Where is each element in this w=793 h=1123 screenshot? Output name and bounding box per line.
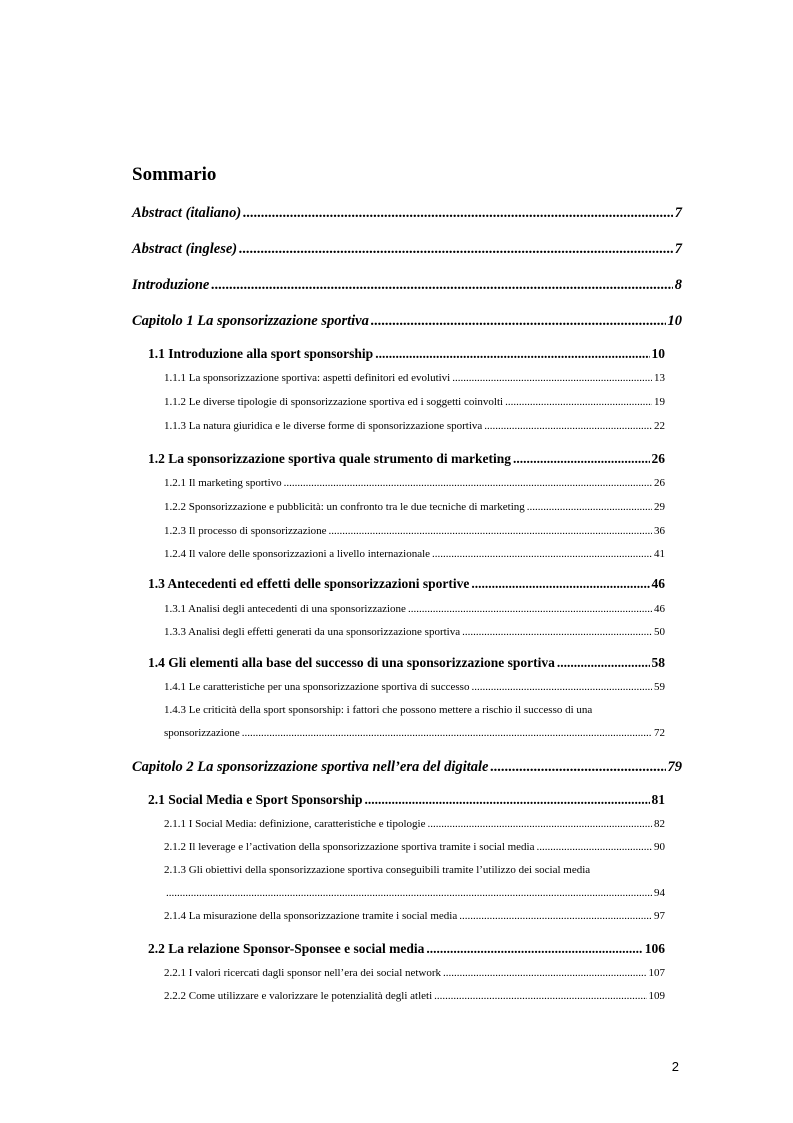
dot-leader xyxy=(284,477,652,489)
toc-entry-page: 107 xyxy=(648,967,665,979)
toc-entry[interactable] xyxy=(164,501,665,513)
dot-leader xyxy=(375,346,649,362)
dot-leader xyxy=(432,548,652,560)
dot-leader xyxy=(329,525,652,537)
toc-entry[interactable] xyxy=(148,346,665,362)
page-number: 2 xyxy=(671,1059,679,1074)
toc-entry-label: 1.2.4 Il valore delle sponsorizzazioni a livello internazionale xyxy=(164,548,431,560)
toc-entry[interactable] xyxy=(148,941,665,957)
toc-entry-label: 1.1 Introduzione alla sport sponsorship xyxy=(148,346,374,361)
toc-entry[interactable] xyxy=(132,313,682,330)
toc-entry-page: 26 xyxy=(654,477,665,489)
dot-leader xyxy=(427,818,652,830)
toc-entry-page: 46 xyxy=(654,603,665,615)
toc-entry-page: 8 xyxy=(674,277,682,293)
toc-entry[interactable] xyxy=(164,396,665,408)
toc-entry-page: 7 xyxy=(674,205,682,221)
toc-entry-page: 29 xyxy=(654,501,665,513)
toc-entry-page: 10 xyxy=(651,346,665,361)
dot-leader xyxy=(211,277,672,294)
toc-entry-page: 97 xyxy=(654,910,665,922)
toc-entry-label: Capitolo 1 La sponsorizzazione sportiva xyxy=(132,313,369,329)
dot-leader xyxy=(452,372,652,384)
toc-entry[interactable] xyxy=(148,576,665,592)
toc-entry-label: sponsorizzazione xyxy=(164,727,240,739)
toc-entry-page: 7 xyxy=(674,241,682,257)
toc-entry-page: 109 xyxy=(648,990,665,1002)
toc-entry[interactable] xyxy=(132,241,682,258)
toc-entry-label: 1.3 Antecedenti ed effetti delle sponsorizzazioni sportive xyxy=(148,576,470,591)
toc-entry[interactable] xyxy=(164,841,665,853)
toc-entry-page: 59 xyxy=(654,681,665,693)
dot-leader xyxy=(557,655,650,671)
dot-leader xyxy=(371,313,666,330)
toc-entry-label: 1.2.1 Il marketing sportivo xyxy=(164,477,282,489)
toc-entry-label: 1.4 Gli elementi alla base del successo di una sponsorizzazione sportiva xyxy=(148,655,555,670)
toc-entry-page: 82 xyxy=(654,818,665,830)
toc-entry-label: 2.1.4 La misurazione della sponsorizzazione tramite i social media xyxy=(164,910,458,922)
toc-entry-page: 41 xyxy=(654,548,665,560)
toc-entry-page: 94 xyxy=(654,887,665,899)
toc-entry-label: 2.1 Social Media e Sport Sponsorship xyxy=(148,792,363,807)
toc-entry-page: 50 xyxy=(654,626,665,638)
toc-entry-page: 26 xyxy=(651,451,665,466)
toc-entry-page: 79 xyxy=(667,759,682,775)
dot-leader xyxy=(166,887,652,899)
toc-entry-label: 1.1.3 La natura giuridica e le diverse forme di sponsorizzazione sportiva xyxy=(164,420,483,432)
dot-leader xyxy=(490,759,665,776)
toc-entry-label: 1.4.1 Le caratteristiche per una sponsorizzazione sportiva di successo xyxy=(164,681,470,693)
toc-entry[interactable] xyxy=(132,277,682,294)
toc-entry-label: 1.1.1 La sponsorizzazione sportiva: aspetti definitori ed evolutivi xyxy=(164,372,451,384)
dot-leader xyxy=(239,241,673,258)
toc-entry[interactable] xyxy=(164,681,665,693)
toc-entry[interactable] xyxy=(164,818,665,830)
toc-entry-label: 1.1.2 Le diverse tipologie di sponsorizzazione sportiva ed i soggetti coinvolti xyxy=(164,396,504,408)
dot-leader xyxy=(242,727,652,739)
toc-entry[interactable] xyxy=(164,372,665,384)
dot-leader xyxy=(462,626,652,638)
dot-leader xyxy=(408,603,652,615)
toc-entry[interactable] xyxy=(164,990,665,1002)
toc-entry-page: 36 xyxy=(654,525,665,537)
toc-entry-label: Abstract (italiano) xyxy=(132,205,242,221)
dot-leader xyxy=(434,990,646,1002)
toc-entry[interactable] xyxy=(164,910,665,922)
dot-leader xyxy=(459,910,652,922)
toc-entry-page: 13 xyxy=(654,372,665,384)
toc-entry[interactable] xyxy=(164,626,665,638)
toc-entry[interactable] xyxy=(132,205,682,222)
toc-entry-page: 19 xyxy=(654,396,665,408)
toc-entry-label: Abstract (inglese) xyxy=(132,241,238,257)
toc-entry-label-line1[interactable]: 1.4.3 Le criticità della sport sponsorship: i fattori che possono mettere a rischio il successo di una xyxy=(164,704,593,716)
toc-entry[interactable] xyxy=(164,477,665,489)
toc-entry-label: Introduzione xyxy=(132,277,210,293)
toc-entry-label: 2.1.1 I Social Media: definizione, caratteristiche e tipologie xyxy=(164,818,426,830)
toc-entry[interactable] xyxy=(148,792,665,808)
toc-entry[interactable] xyxy=(164,525,665,537)
dot-leader xyxy=(527,501,652,513)
dot-leader xyxy=(471,576,649,592)
dot-leader xyxy=(426,941,642,957)
toc-entry-page: 90 xyxy=(654,841,665,853)
toc-entry-label: Capitolo 2 La sponsorizzazione sportiva nell’era del digitale xyxy=(132,759,489,775)
toc-entry-label: 1.3.1 Analisi degli antecedenti di una sponsorizzazione xyxy=(164,603,406,615)
toc-entry-label: 2.2.1 I valori ricercati dagli sponsor nell’era dei social network xyxy=(164,967,442,979)
toc-entry[interactable] xyxy=(164,603,665,615)
toc-entry[interactable] xyxy=(164,727,665,739)
toc-entry-label-line1[interactable]: 2.1.3 Gli obiettivi della sponsorizzazione sportiva conseguibili tramite l’utilizzo dei social media xyxy=(164,864,591,876)
toc-entry-label: 2.1.2 Il leverage e l’activation della sponsorizzazione sportiva tramite i social media xyxy=(164,841,535,853)
toc-entry[interactable] xyxy=(164,967,665,979)
toc-entry[interactable] xyxy=(148,655,665,671)
dot-leader xyxy=(513,451,650,467)
toc-entry-page: 72 xyxy=(654,727,665,739)
dot-leader xyxy=(471,681,652,693)
toc-entry[interactable] xyxy=(164,548,665,560)
toc-entry[interactable] xyxy=(164,887,665,899)
toc-entry-label: 2.2 La relazione Sponsor-Sponsee e social media xyxy=(148,941,425,956)
dot-leader xyxy=(443,967,646,979)
toc-entry[interactable] xyxy=(132,759,682,776)
toc-entry-label: 2.2.2 Come utilizzare e valorizzare le potenzialità degli atleti xyxy=(164,990,433,1002)
toc-entry-page: 22 xyxy=(654,420,665,432)
dot-leader xyxy=(505,396,652,408)
page-title: Sommario xyxy=(132,164,217,185)
toc-entry-label: 1.2.3 Il processo di sponsorizzazione xyxy=(164,525,327,537)
toc-entry-page: 46 xyxy=(651,576,665,591)
toc-entry[interactable] xyxy=(164,420,665,432)
toc-entry-page: 106 xyxy=(644,941,665,956)
dot-leader xyxy=(484,420,652,432)
toc-entry[interactable] xyxy=(148,451,665,467)
toc-entry-label: 1.3.3 Analisi degli effetti generati da una sponsorizzazione sportiva xyxy=(164,626,461,638)
dot-leader xyxy=(537,841,653,853)
toc-entry-page: 10 xyxy=(667,313,682,329)
toc-entry-label: 1.2.2 Sponsorizzazione e pubblicità: un confronto tra le due tecniche di marketing xyxy=(164,501,525,513)
toc-entry-label: 1.2 La sponsorizzazione sportiva quale strumento di marketing xyxy=(148,451,511,466)
toc-entry-page: 81 xyxy=(651,792,665,807)
dot-leader xyxy=(243,205,673,222)
dot-leader xyxy=(365,792,650,808)
toc-entry-page: 58 xyxy=(651,655,665,670)
